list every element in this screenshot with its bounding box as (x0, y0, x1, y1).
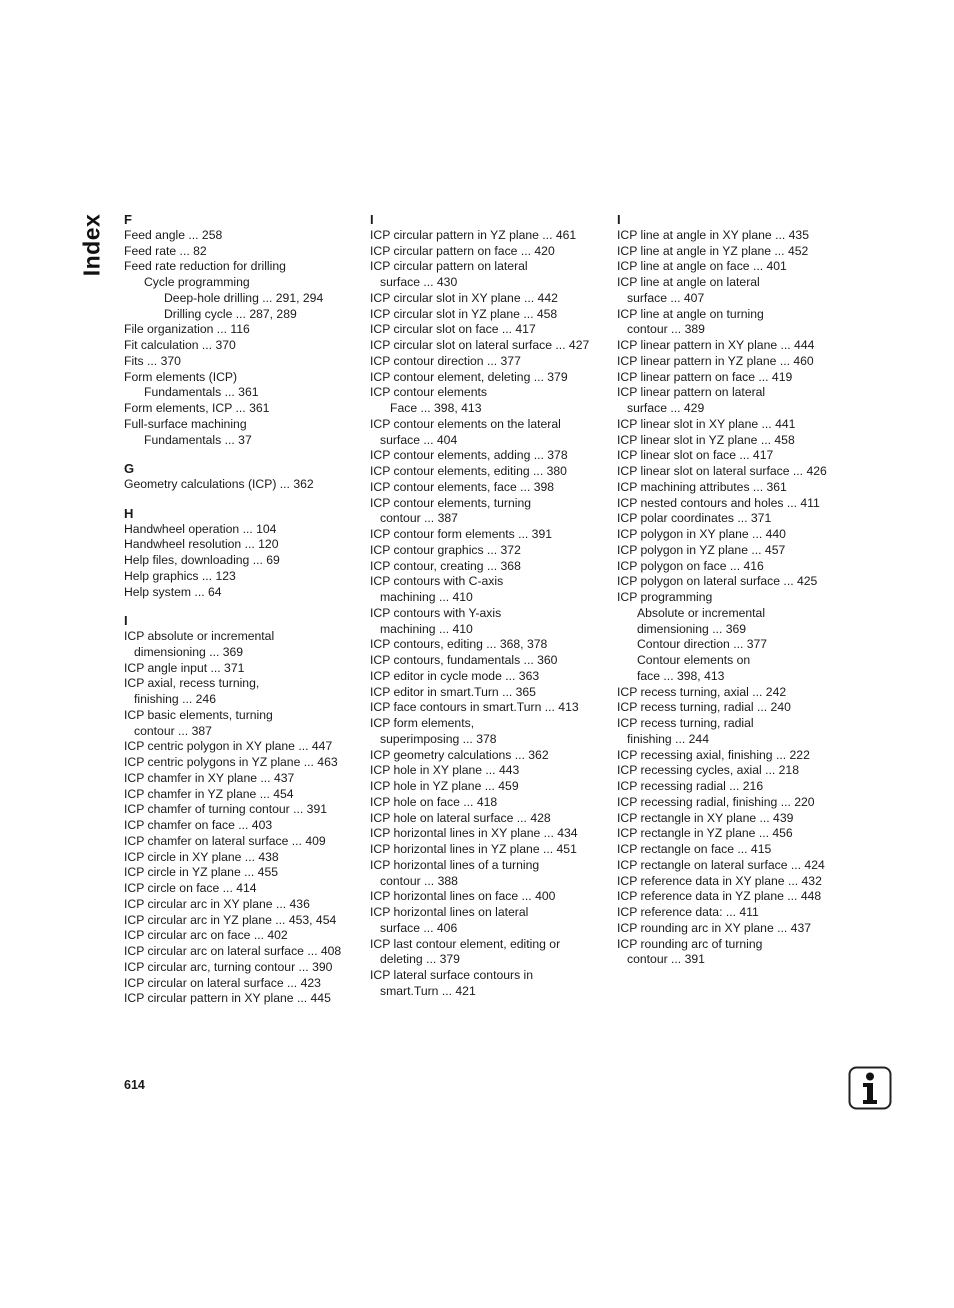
index-entry: ICP horizontal lines on face ... 400 (370, 889, 556, 904)
index-entry: ICP circular pattern in XY plane ... 445 (124, 991, 331, 1006)
index-entry: ICP line at angle on turning (617, 306, 764, 321)
index-entry: Form elements, ICP ... 361 (124, 401, 270, 415)
index-entry: Handwheel operation ... 104 (124, 521, 277, 536)
section-letter: I (617, 212, 621, 227)
index-section (124, 506, 360, 601)
index-entry: ICP geometry calculations ... 362 (370, 747, 549, 762)
index-entry: ICP recessing radial ... 216 (617, 779, 764, 793)
section-letter: I (124, 613, 128, 629)
index-entry: ICP circular arc, turning contour ... 390 (124, 959, 333, 974)
index-entry: ICP reference data in XY plane ... 432 (617, 873, 822, 888)
index-section (124, 461, 360, 493)
index-entry: ICP machining attributes ... 361 (617, 479, 787, 494)
index-entry: Geometry calculations (ICP) ... 362 (124, 477, 314, 491)
index-entry: ICP linear pattern on face ... 419 (617, 369, 793, 384)
index-entry: ICP line at angle on face ... 401 (617, 259, 787, 274)
index-entry: ICP reference data in YZ plane ... 448 (617, 889, 822, 904)
index-entry: Full-surface machining (124, 416, 247, 431)
index-entry: ICP contour elements, face ... 398 (370, 479, 555, 494)
index-entry: ICP horizontal lines in YZ plane ... 451 (370, 842, 577, 856)
index-entry: ICP centric polygons in YZ plane ... 463 (124, 755, 338, 769)
index-entry: ICP line at angle on lateral (617, 275, 760, 289)
index-entry: ICP circular on lateral surface ... 423 (124, 975, 321, 990)
index-entry: Fit calculation ... 370 (124, 338, 236, 352)
index-subentry: surface ... 407 (627, 290, 705, 305)
index-entry: ICP form elements, (370, 716, 475, 730)
index-subentry: contour ... 391 (627, 952, 705, 967)
index-entry: ICP contours, fundamentals ... 360 (370, 653, 558, 667)
index-subentry: contour ... 387 (134, 723, 212, 738)
index-entry: ICP circle on face ... 414 (124, 881, 257, 895)
index-entry: ICP rectangle in XY plane ... 439 (617, 810, 794, 825)
index-entry: ICP line at angle in XY plane ... 435 (617, 227, 809, 242)
page-number: 614 (124, 1078, 145, 1092)
index-entry: ICP polar coordinates ... 371 (617, 511, 772, 526)
index-subentry: finishing ... 244 (627, 731, 709, 746)
side-title (77, 214, 107, 276)
index-entry: ICP circular arc on lateral surface ... 408 (124, 944, 342, 958)
index-entry: ICP lateral surface contours in (370, 968, 534, 982)
index-subentry: Fundamentals ... 361 (144, 385, 259, 400)
side-title-text: Index (78, 213, 105, 277)
index-entry: ICP contours with Y-axis (370, 605, 502, 620)
index-entry: ICP circular slot on lateral surface ... 427 (370, 338, 590, 352)
index-entry: ICP contour elements, turning (370, 495, 532, 510)
index-entry: ICP linear slot in YZ plane ... 458 (617, 432, 795, 447)
index-entry: ICP linear pattern on lateral (617, 385, 766, 400)
index-subentry: Contour direction ... 377 (637, 637, 768, 652)
index-entry: ICP circular arc in XY plane ... 436 (124, 896, 310, 911)
index-entry: ICP hole on face ... 418 (370, 794, 498, 809)
index-column-1 (124, 212, 360, 1007)
index-entry: ICP horizontal lines on lateral (370, 905, 529, 919)
section-letter: H (124, 505, 134, 521)
index-entry: Feed rate ... 82 (124, 243, 207, 258)
index-entry: ICP editor in cycle mode ... 363 (370, 668, 540, 683)
index-entry: Help graphics ... 123 (124, 568, 236, 583)
index-entry: ICP axial, recess turning, (124, 676, 260, 691)
index-entry: ICP linear pattern in XY plane ... 444 (617, 338, 815, 352)
index-subentry: Deep-hole drilling ... 291, 294 (164, 290, 324, 305)
index-entry: ICP face contours in smart.Turn ... 413 (370, 700, 579, 715)
index-entry: ICP basic elements, turning (124, 707, 273, 722)
index-entry: ICP circle in YZ plane ... 455 (124, 865, 279, 880)
index-entry: ICP programming (617, 590, 713, 604)
index-entry: ICP recessing cycles, axial ... 218 (617, 763, 799, 778)
index-entry: ICP circular pattern on face ... 420 (370, 243, 555, 258)
index-entry: ICP circular pattern on lateral (370, 259, 528, 274)
index-entry: ICP chamfer in XY plane ... 437 (124, 770, 295, 785)
section-letter: F (124, 212, 132, 227)
index-entry: ICP circular pattern in YZ plane ... 461 (370, 227, 577, 242)
index-subentry: surface ... 430 (380, 275, 458, 289)
index-entry: ICP rectangle on face ... 415 (617, 842, 772, 856)
index-column-3 (617, 212, 853, 968)
index-subentry: dimensioning ... 369 (134, 644, 244, 659)
index-entry: Handwheel resolution ... 120 (124, 537, 279, 552)
index-entry: Feed angle ... 258 (124, 227, 223, 242)
index-entry: ICP circular arc on face ... 402 (124, 928, 288, 943)
index-entry: ICP nested contours and holes ... 411 (617, 495, 820, 510)
index-entry: ICP linear slot on face ... 417 (617, 448, 774, 463)
index-subentry: dimensioning ... 369 (637, 621, 747, 636)
index-entry: ICP chamfer on face ... 403 (124, 818, 273, 832)
section-letter: I (370, 212, 374, 227)
index-entry: ICP chamfer in YZ plane ... 454 (124, 786, 294, 801)
index-entry: ICP contour element, deleting ... 379 (370, 369, 568, 384)
index-entry: ICP rounding arc of turning (617, 936, 763, 951)
index-entry: ICP chamfer on lateral surface ... 409 (124, 833, 326, 848)
index-entry: ICP polygon in YZ plane ... 457 (617, 542, 786, 557)
index-entry: ICP recessing axial, finishing ... 222 (617, 747, 810, 762)
index-entry: ICP centric polygon in XY plane ... 447 (124, 739, 333, 754)
index-entry: ICP rectangle on lateral surface ... 424 (617, 857, 825, 872)
index-entry: ICP contour elements, editing ... 380 (370, 464, 567, 478)
index-entry: ICP contour elements (370, 385, 487, 400)
index-entry: ICP line at angle in YZ plane ... 452 (617, 243, 809, 258)
index-subentry: deleting ... 379 (380, 952, 460, 967)
index-entry: ICP angle input ... 371 (124, 660, 245, 675)
index-entry: ICP linear slot in XY plane ... 441 (617, 416, 796, 431)
index-section (370, 212, 606, 1000)
index-subentry: smart.Turn ... 421 (380, 983, 476, 998)
index-entry: ICP recess turning, axial ... 242 (617, 684, 787, 699)
index-entry: ICP chamfer of turning contour ... 391 (124, 802, 328, 817)
index-entry: ICP polygon in XY plane ... 440 (617, 527, 786, 541)
index-subentry: surface ... 406 (380, 920, 458, 935)
index-entry: ICP hole in YZ plane ... 459 (370, 779, 519, 793)
index-section (617, 212, 853, 968)
index-entry: ICP horizontal lines of a turning (370, 857, 540, 872)
index-entry: ICP reference data: ... 411 (617, 905, 759, 919)
index-subentry: finishing ... 246 (134, 692, 216, 706)
index-entry: Fits ... 370 (124, 353, 181, 368)
index-subentry: contour ... 388 (380, 873, 458, 888)
index-entry: ICP editor in smart.Turn ... 365 (370, 684, 536, 699)
index-column-2 (370, 212, 606, 1000)
index-subentry: Drilling cycle ... 287, 289 (164, 306, 297, 321)
index-entry: ICP contour form elements ... 391 (370, 527, 552, 541)
index-entry: ICP polygon on lateral surface ... 425 (617, 574, 818, 589)
index-entry: Feed rate reduction for drilling (124, 259, 286, 274)
index-entry: ICP circular slot on face ... 417 (370, 322, 536, 337)
index-entry: ICP contour graphics ... 372 (370, 542, 521, 557)
index-entry: ICP hole in XY plane ... 443 (370, 763, 520, 778)
index-subentry: superimposing ... 378 (380, 731, 497, 746)
index-entry: ICP contour direction ... 377 (370, 353, 521, 368)
index-entry: ICP linear pattern in YZ plane ... 460 (617, 353, 814, 368)
index-entry: ICP contour elements on the lateral (370, 416, 561, 431)
index-entry: ICP circular slot in XY plane ... 442 (370, 290, 558, 305)
index-entry: ICP rectangle in YZ plane ... 456 (617, 826, 793, 841)
index-entry: Help files, downloading ... 69 (124, 553, 280, 567)
index-subentry: machining ... 410 (380, 590, 473, 604)
index-subentry: surface ... 404 (380, 432, 458, 447)
info-icon (848, 1066, 892, 1110)
section-letter: G (124, 461, 135, 477)
index-entry: ICP rounding arc in XY plane ... 437 (617, 920, 811, 935)
index-entry: ICP circular arc in YZ plane ... 453, 454 (124, 912, 337, 927)
index-entry: ICP recess turning, radial ... 240 (617, 700, 791, 715)
index-subentry: contour ... 389 (627, 322, 705, 337)
index-entry: ICP polygon on face ... 416 (617, 558, 764, 573)
index-entry: Help system ... 64 (124, 584, 222, 599)
index-entry: ICP last contour element, editing or (370, 936, 561, 951)
index-entry: ICP contour, creating ... 368 (370, 558, 521, 573)
index-subentry: Absolute or incremental (637, 605, 766, 620)
index-entry: ICP recess turning, radial (617, 716, 754, 730)
index-entry: ICP contours with C-axis (370, 574, 504, 589)
index-subentry: face ... 398, 413 (637, 668, 725, 683)
index-entry: ICP circular slot in YZ plane ... 458 (370, 306, 558, 321)
index-entry: ICP horizontal lines in XY plane ... 434 (370, 826, 578, 841)
index-subentry: Fundamentals ... 37 (144, 432, 252, 447)
index-entry: ICP contour elements, adding ... 378 (370, 448, 568, 463)
index-subentry: Face ... 398, 413 (390, 401, 482, 415)
index-subentry: contour ... 387 (380, 511, 458, 526)
index-subentry: surface ... 429 (627, 401, 705, 415)
index-entry: ICP recessing radial, finishing ... 220 (617, 794, 815, 809)
index-entry: ICP circle in XY plane ... 438 (124, 849, 279, 864)
index-entry: ICP linear slot on lateral surface ... 426 (617, 464, 827, 478)
index-entry: ICP absolute or incremental (124, 629, 275, 643)
index-entry: ICP hole on lateral surface ... 428 (370, 810, 551, 825)
index-subentry: machining ... 410 (380, 621, 473, 636)
index-section (124, 613, 360, 1007)
index-entry: File organization ... 116 (124, 322, 250, 337)
index-entry: Form elements (ICP) (124, 369, 238, 384)
index-entry: ICP contours, editing ... 368, 378 (370, 637, 548, 652)
index-subentry: Contour elements on (637, 653, 751, 667)
index-section (124, 212, 360, 448)
index-subentry: Cycle programming (144, 275, 250, 289)
